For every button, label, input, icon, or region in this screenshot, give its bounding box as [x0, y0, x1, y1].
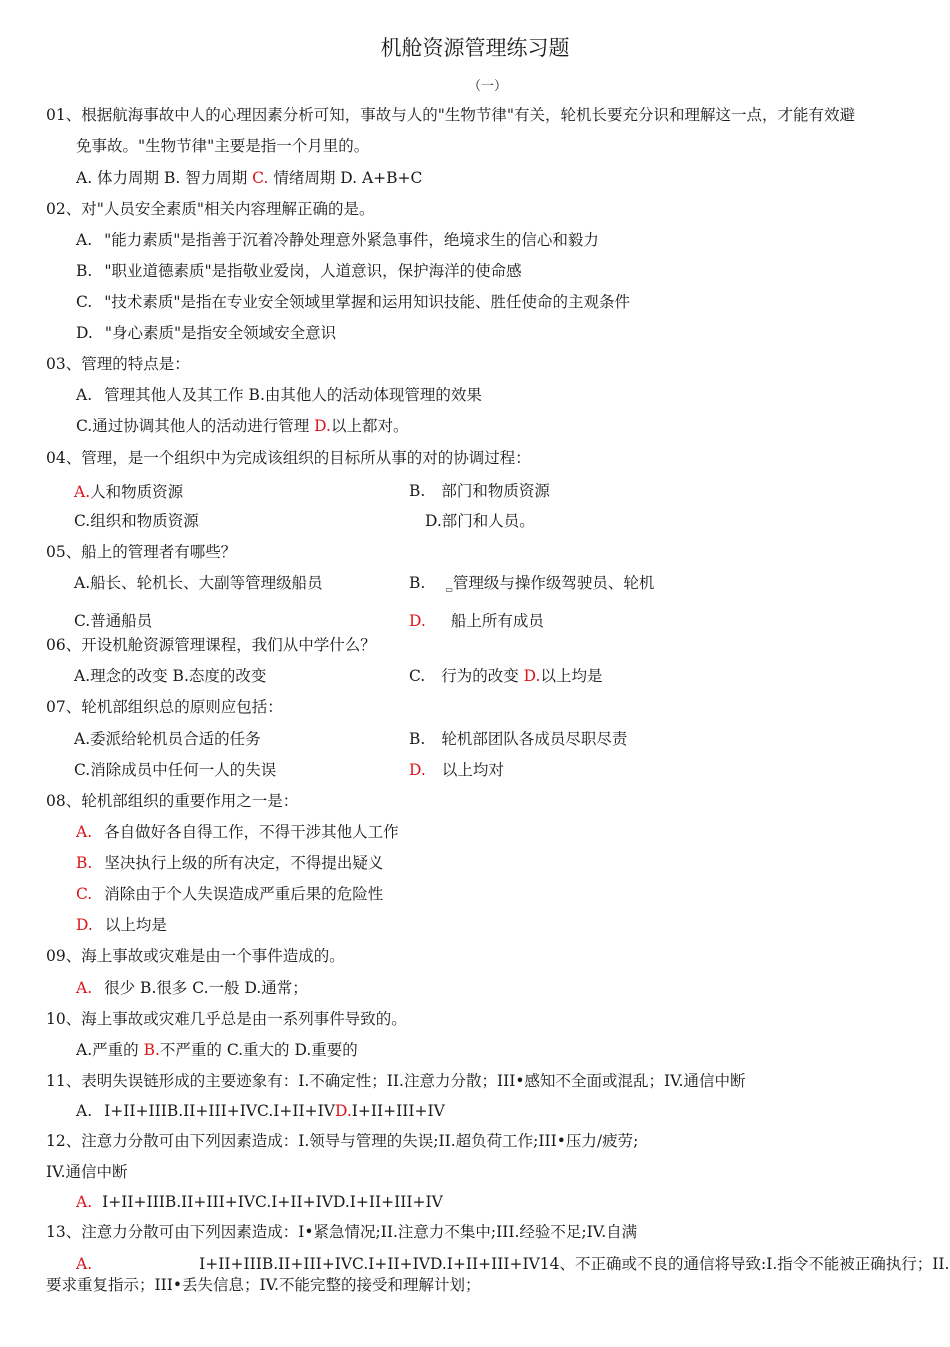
option-letter: C.	[409, 667, 426, 685]
option-text: "技术素质"是指在专业安全领域里掌握和运用知识技能、胜任使命的主观条件	[104, 293, 630, 311]
option-text: 很少 B.很多 C.一般 D.通常；	[104, 979, 308, 997]
option-text: 管理其他人及其工作 B.由其他人的活动体现管理的效果	[104, 386, 482, 404]
option-text: I+II+IIIB.II+III+IVC.I+II+IVD.I+II+III+IV	[102, 1193, 443, 1211]
question-08-option-d	[76, 915, 167, 935]
question-02-option-a	[76, 230, 599, 250]
section-subtitle: （一）	[467, 79, 507, 94]
question-07-stem: 07、轮机部组织总的原则应包括：	[46, 698, 283, 716]
question-07-option-c: C.消除成员中任何一人的失误	[74, 761, 277, 779]
question-13-stem: 13、注意力分散可由下列因素造成：I•紧急情况;II.注意力不集中;III.经验不足;IV.自满	[46, 1223, 638, 1241]
option-text: "职业道德素质"是指敬业爱岗，人道意识，保护海洋的使命感	[104, 262, 522, 280]
question-01-stem-continued: 免事故。"生物节律"主要是指一个月里的。	[76, 137, 370, 155]
question-05-option-a: A.船长、轮机长、大副等管理级船员	[74, 574, 323, 592]
answer-letter: A.	[76, 1193, 93, 1211]
answer-letter: D.	[76, 916, 93, 934]
question-08-option-b	[76, 853, 383, 873]
option-text: 消除由于个人失误造成严重后果的危险性	[104, 885, 384, 903]
option-text: 轮机部团队各成员尽职尽责	[441, 730, 628, 748]
question-02-option-d	[76, 323, 336, 343]
answer-letter: D.	[409, 761, 426, 779]
question-12-stem: 12、注意力分散可由下列因素造成：I.领导与管理的失误;II.超负荷工作;III•压力/疲劳;	[46, 1132, 639, 1150]
option-letter: C.	[76, 293, 93, 311]
question-12-stem-continued: IV.通信中断	[46, 1163, 128, 1181]
option-letter: B.	[409, 482, 426, 500]
answer-letter: D.	[409, 612, 426, 630]
question-04-option-c: C.组织和物质资源	[74, 512, 199, 530]
question-05-option-d	[409, 611, 544, 631]
question-03-stem: 03、管理的特点是：	[46, 355, 190, 373]
question-03-options-ab	[76, 385, 482, 405]
question-01-stem: 01、根据航海事故中人的心理因素分析可知，事故与人的"生物节律"有关，轮机长要充分识和理解这一点，才能有效避	[46, 106, 855, 124]
question-01-options	[76, 168, 422, 188]
option-text: "能力素质"是指善于沉着冷静处理意外紧急事件，绝境求生的信心和毅力	[104, 231, 599, 249]
question-05-option-c: C.普通船员	[74, 612, 153, 630]
question-13-options	[76, 1254, 949, 1274]
option-text: 管理级与操作级驾驶员、轮机	[452, 574, 655, 592]
question-06-stem: 06、开设机舱资源管理课程，我们从中学什么？	[46, 636, 376, 654]
option-text: 坚决执行上级的所有决定，不得提出疑义	[104, 854, 384, 872]
option-letter: B.	[76, 262, 93, 280]
question-07-option-a: A.委派给轮机员合适的任务	[74, 730, 261, 748]
question-05-option-b	[409, 573, 654, 600]
option-letter: B.	[409, 574, 426, 592]
question-12-options	[76, 1192, 443, 1212]
question-14-stem-continued: 要求重复指示；III•丢失信息；IV.不能完整的接受和理解计划；	[46, 1276, 481, 1294]
option-text: 人和物质资源	[90, 483, 184, 501]
question-04-option-a	[74, 482, 183, 502]
question-10-options	[76, 1040, 358, 1060]
option-letter: D.	[76, 324, 93, 342]
question-05-stem: 05、船上的管理者有哪些？	[46, 543, 237, 561]
question-10-stem: 10、海上事故或灾难几乎总是由一系列事件导致的。	[46, 1010, 407, 1028]
question-09-options	[76, 978, 308, 998]
option-text: 各自做好各自得工作，不得干涉其他人工作	[104, 823, 399, 841]
option-text: A.严重的	[76, 1041, 144, 1059]
options-ab: A. 体力周期 B. 智力周期	[76, 169, 253, 187]
question-09-stem: 09、海上事故或灾难是由一个事件造成的。	[46, 947, 345, 965]
option-letter: A.	[76, 386, 93, 404]
option-text: 船上所有成员	[450, 612, 544, 630]
question-06-options-ab: A.理念的改变 B.态度的改变	[74, 667, 267, 685]
option-text: I+II+IIIB.II+III+IVC.I+II+IV	[104, 1102, 335, 1120]
answer-letter: A.	[76, 1255, 93, 1273]
answer-letter: C.	[76, 885, 93, 903]
answer-letter: D.	[523, 667, 541, 685]
question-03-options-cd	[76, 416, 409, 436]
question-02-option-b	[76, 261, 522, 281]
question-02-option-c	[76, 292, 630, 312]
option-text: 行为的改变	[441, 667, 524, 685]
question-04-option-b	[409, 481, 550, 501]
options-cd: 情绪周期 D. A+B+C	[268, 169, 423, 187]
option-letter: A.	[76, 231, 93, 249]
answer-letter: B.	[76, 854, 93, 872]
answer-letter: A.	[74, 483, 91, 501]
answer-letter: D.	[334, 1102, 352, 1120]
option-text: 部门和物质资源	[441, 482, 550, 500]
option-text: 以上均对	[441, 761, 504, 779]
document-title: 机舱资源管理练习题	[380, 36, 570, 60]
answer-letter: D.	[314, 417, 331, 435]
option-letter: A.	[76, 1102, 93, 1120]
option-text: 以上均是	[104, 916, 167, 934]
question-06-options-cd	[409, 666, 603, 686]
option-text: 以上都对。	[330, 417, 409, 435]
option-letter: B.	[409, 730, 426, 748]
question-08-stem: 08、轮机部组织的重要作用之一是：	[46, 792, 299, 810]
question-04-option-d: D.部门和人员。	[425, 512, 535, 530]
placeholder-glyph: ▭	[445, 585, 453, 594]
answer-letter: B.	[143, 1041, 160, 1059]
question-08-option-c	[76, 884, 383, 904]
option-text: 不严重的 C.重大的 D.重要的	[159, 1041, 358, 1059]
option-text: C.通过协调其他人的活动进行管理	[76, 417, 315, 435]
question-07-option-b	[409, 729, 627, 749]
option-text: 以上均是	[540, 667, 603, 685]
answer-letter: C.	[252, 169, 269, 187]
question-04-stem: 04、管理，是一个组织中为完成该组织的目标所从事的对的协调过程：	[46, 449, 531, 467]
option-text: I+II+III+IV	[351, 1102, 445, 1120]
question-08-option-a	[76, 822, 399, 842]
answer-letter: A.	[76, 979, 93, 997]
answer-letter: A.	[76, 823, 93, 841]
option-text: I+II+IIIB.II+III+IVC.I+II+IVD.I+II+III+IV14、不正确或不良的通信将导致:I.指令不能被正确执行；II.	[199, 1255, 950, 1273]
question-07-option-d	[409, 760, 504, 780]
question-11-options	[76, 1101, 445, 1121]
option-text: "身心素质"是指安全领域安全意识	[104, 324, 337, 342]
question-02-stem: 02、对"人员安全素质"相关内容理解正确的是。	[46, 200, 375, 218]
question-11-stem: 11、表明失误链形成的主要迹象有：I.不确定性；II.注意力分散；III•感知不全面或混乱；IV.通信中断	[46, 1072, 746, 1090]
